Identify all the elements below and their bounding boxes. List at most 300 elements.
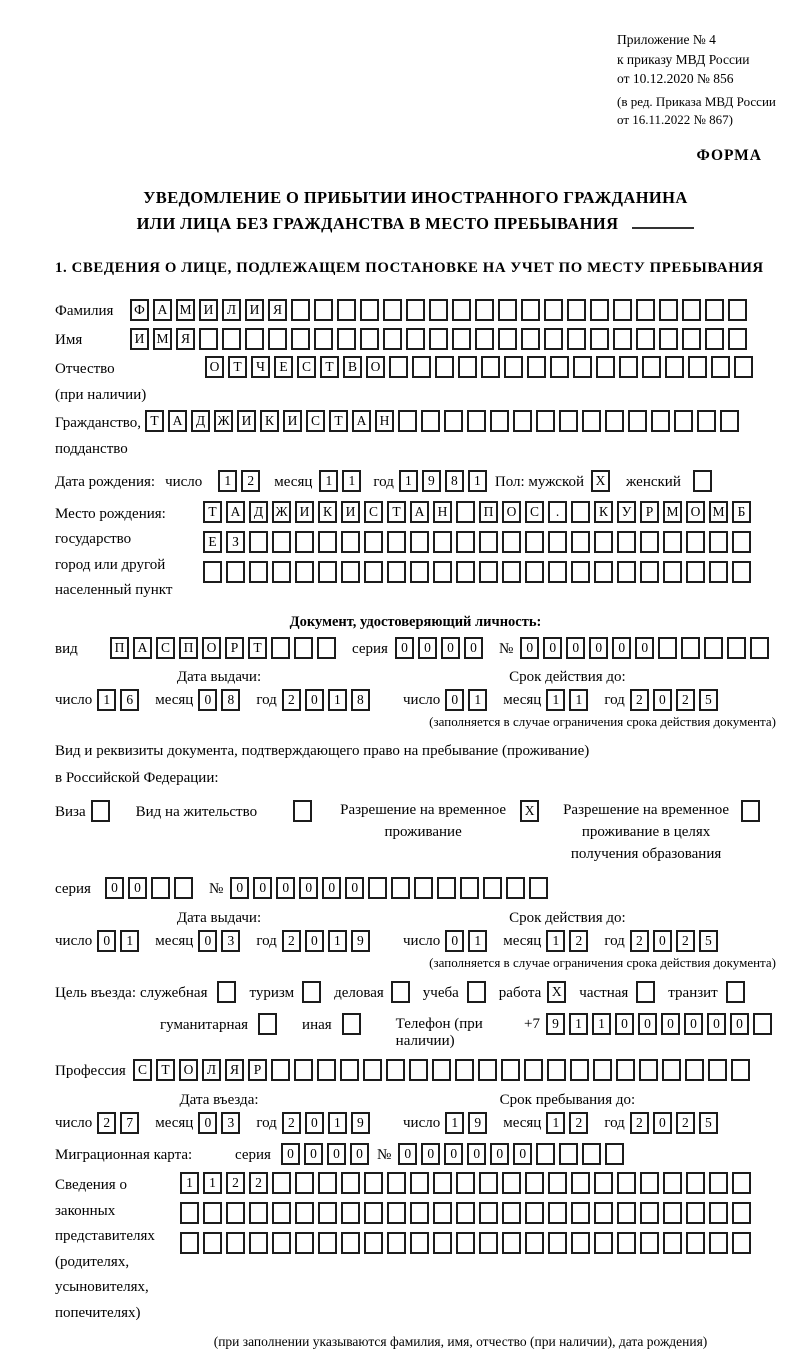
char-box[interactable] bbox=[291, 328, 310, 350]
char-box[interactable] bbox=[506, 877, 525, 899]
char-box[interactable] bbox=[174, 877, 193, 899]
char-box[interactable] bbox=[249, 531, 268, 553]
char-box[interactable]: 0 bbox=[230, 877, 249, 899]
char-box[interactable] bbox=[318, 561, 337, 583]
representatives-row2-input[interactable] bbox=[180, 1202, 755, 1224]
char-box[interactable] bbox=[659, 299, 678, 321]
char-box[interactable] bbox=[498, 299, 517, 321]
char-box[interactable] bbox=[750, 637, 769, 659]
char-box[interactable]: 2 bbox=[241, 470, 260, 492]
char-box[interactable] bbox=[582, 1143, 601, 1165]
char-box[interactable] bbox=[682, 299, 701, 321]
char-box[interactable] bbox=[527, 356, 546, 378]
char-box[interactable]: Ж bbox=[272, 501, 291, 523]
char-box[interactable] bbox=[570, 1059, 589, 1081]
char-box[interactable] bbox=[571, 1202, 590, 1224]
char-box[interactable] bbox=[732, 531, 751, 553]
char-box[interactable] bbox=[429, 328, 448, 350]
char-box[interactable] bbox=[525, 1172, 544, 1194]
business-checkbox[interactable] bbox=[391, 981, 414, 1003]
char-box[interactable] bbox=[91, 800, 110, 822]
char-box[interactable] bbox=[732, 1232, 751, 1254]
residence-number-input[interactable] bbox=[230, 877, 552, 899]
char-box[interactable] bbox=[410, 561, 429, 583]
char-box[interactable] bbox=[433, 531, 452, 553]
temp-residence-checkbox[interactable] bbox=[520, 800, 543, 822]
char-box[interactable] bbox=[409, 1059, 428, 1081]
char-box[interactable] bbox=[536, 410, 555, 432]
char-box[interactable]: 2 bbox=[630, 1112, 649, 1134]
char-box[interactable]: 0 bbox=[467, 1143, 486, 1165]
char-box[interactable] bbox=[544, 328, 563, 350]
char-box[interactable] bbox=[567, 299, 586, 321]
char-box[interactable] bbox=[594, 1172, 613, 1194]
char-box[interactable] bbox=[429, 299, 448, 321]
char-box[interactable] bbox=[594, 531, 613, 553]
char-box[interactable] bbox=[421, 410, 440, 432]
char-box[interactable] bbox=[364, 561, 383, 583]
char-box[interactable] bbox=[444, 410, 463, 432]
char-box[interactable] bbox=[708, 1059, 727, 1081]
char-box[interactable] bbox=[547, 1059, 566, 1081]
char-box[interactable]: 0 bbox=[299, 877, 318, 899]
char-box[interactable]: 0 bbox=[198, 1112, 217, 1134]
char-box[interactable]: К bbox=[318, 501, 337, 523]
char-box[interactable]: 9 bbox=[468, 1112, 487, 1134]
char-box[interactable] bbox=[245, 328, 264, 350]
char-box[interactable]: З bbox=[226, 531, 245, 553]
char-box[interactable]: 0 bbox=[612, 637, 631, 659]
char-box[interactable] bbox=[337, 299, 356, 321]
char-box[interactable] bbox=[686, 1232, 705, 1254]
char-box[interactable]: Т bbox=[228, 356, 247, 378]
char-box[interactable] bbox=[594, 1202, 613, 1224]
char-box[interactable] bbox=[456, 501, 475, 523]
char-box[interactable] bbox=[226, 561, 245, 583]
char-box[interactable]: Д bbox=[249, 501, 268, 523]
char-box[interactable] bbox=[268, 328, 287, 350]
char-box[interactable]: 9 bbox=[351, 1112, 370, 1134]
char-box[interactable]: П bbox=[179, 637, 198, 659]
char-box[interactable]: 2 bbox=[249, 1172, 268, 1194]
char-box[interactable] bbox=[180, 1232, 199, 1254]
char-box[interactable]: А bbox=[133, 637, 152, 659]
char-box[interactable] bbox=[406, 299, 425, 321]
char-box[interactable] bbox=[732, 1202, 751, 1224]
char-box[interactable]: Е bbox=[203, 531, 222, 553]
char-box[interactable]: Р bbox=[248, 1059, 267, 1081]
entry-year[interactable] bbox=[282, 1112, 374, 1134]
entry-day[interactable] bbox=[97, 1112, 143, 1134]
char-box[interactable]: 1 bbox=[203, 1172, 222, 1194]
char-box[interactable]: Н bbox=[433, 501, 452, 523]
char-box[interactable] bbox=[272, 561, 291, 583]
representatives-row1-input[interactable] bbox=[180, 1172, 755, 1194]
char-box[interactable] bbox=[501, 1059, 520, 1081]
char-box[interactable]: 1 bbox=[319, 470, 338, 492]
char-box[interactable]: X bbox=[520, 800, 539, 822]
char-box[interactable]: Я bbox=[176, 328, 195, 350]
sex-male-checkbox[interactable] bbox=[591, 470, 614, 492]
char-box[interactable] bbox=[479, 1232, 498, 1254]
char-box[interactable]: М bbox=[663, 501, 682, 523]
surname-input[interactable] bbox=[130, 299, 751, 321]
char-box[interactable]: И bbox=[130, 328, 149, 350]
tourism-checkbox[interactable] bbox=[302, 981, 325, 1003]
char-box[interactable] bbox=[573, 356, 592, 378]
work-checkbox[interactable] bbox=[547, 981, 570, 1003]
char-box[interactable]: М bbox=[709, 501, 728, 523]
char-box[interactable] bbox=[341, 531, 360, 553]
given-name-input[interactable] bbox=[130, 328, 751, 350]
char-box[interactable] bbox=[318, 1172, 337, 1194]
char-box[interactable]: О bbox=[366, 356, 385, 378]
char-box[interactable] bbox=[341, 1172, 360, 1194]
char-box[interactable]: 8 bbox=[221, 689, 240, 711]
char-box[interactable]: 1 bbox=[328, 1112, 347, 1134]
char-box[interactable]: X bbox=[547, 981, 566, 1003]
char-box[interactable] bbox=[433, 1202, 452, 1224]
char-box[interactable]: 0 bbox=[543, 637, 562, 659]
residence-valid-year[interactable] bbox=[630, 930, 722, 952]
char-box[interactable] bbox=[640, 561, 659, 583]
char-box[interactable]: 5 bbox=[699, 1112, 718, 1134]
char-box[interactable] bbox=[291, 299, 310, 321]
doc-kind-input[interactable] bbox=[110, 637, 340, 659]
migration-series-input[interactable] bbox=[281, 1143, 373, 1165]
char-box[interactable]: 2 bbox=[630, 930, 649, 952]
char-box[interactable] bbox=[688, 356, 707, 378]
char-box[interactable]: . bbox=[548, 501, 567, 523]
char-box[interactable] bbox=[619, 356, 638, 378]
char-box[interactable]: 0 bbox=[566, 637, 585, 659]
char-box[interactable] bbox=[685, 1059, 704, 1081]
char-box[interactable] bbox=[693, 470, 712, 492]
citizenship-input[interactable] bbox=[145, 410, 743, 432]
char-box[interactable] bbox=[567, 328, 586, 350]
study-checkbox[interactable] bbox=[467, 981, 490, 1003]
char-box[interactable]: X bbox=[591, 470, 610, 492]
char-box[interactable] bbox=[340, 1059, 359, 1081]
char-box[interactable] bbox=[613, 299, 632, 321]
char-box[interactable] bbox=[317, 1059, 336, 1081]
char-box[interactable]: И bbox=[237, 410, 256, 432]
stay-day[interactable] bbox=[445, 1112, 491, 1134]
char-box[interactable] bbox=[294, 1059, 313, 1081]
char-box[interactable] bbox=[249, 1202, 268, 1224]
char-box[interactable] bbox=[490, 410, 509, 432]
char-box[interactable] bbox=[314, 299, 333, 321]
birth-year-input[interactable] bbox=[399, 470, 491, 492]
char-box[interactable]: 6 bbox=[120, 689, 139, 711]
char-box[interactable]: 3 bbox=[221, 930, 240, 952]
char-box[interactable] bbox=[640, 531, 659, 553]
char-box[interactable] bbox=[479, 561, 498, 583]
char-box[interactable] bbox=[731, 1059, 750, 1081]
char-box[interactable] bbox=[294, 637, 313, 659]
char-box[interactable] bbox=[544, 299, 563, 321]
char-box[interactable]: Т bbox=[320, 356, 339, 378]
char-box[interactable] bbox=[318, 1232, 337, 1254]
char-box[interactable]: 1 bbox=[546, 1112, 565, 1134]
char-box[interactable] bbox=[658, 637, 677, 659]
char-box[interactable]: И bbox=[341, 501, 360, 523]
char-box[interactable]: 0 bbox=[253, 877, 272, 899]
char-box[interactable] bbox=[571, 1172, 590, 1194]
char-box[interactable]: С bbox=[133, 1059, 152, 1081]
char-box[interactable] bbox=[502, 1172, 521, 1194]
char-box[interactable]: И bbox=[199, 299, 218, 321]
char-box[interactable]: 0 bbox=[520, 637, 539, 659]
char-box[interactable] bbox=[617, 531, 636, 553]
char-box[interactable] bbox=[387, 1232, 406, 1254]
char-box[interactable] bbox=[433, 1172, 452, 1194]
char-box[interactable] bbox=[217, 981, 236, 1003]
char-box[interactable] bbox=[728, 328, 747, 350]
birth-place-row1-input[interactable] bbox=[203, 501, 755, 523]
char-box[interactable]: Р bbox=[640, 501, 659, 523]
char-box[interactable]: 2 bbox=[226, 1172, 245, 1194]
char-box[interactable]: О bbox=[502, 501, 521, 523]
residence-permit-checkbox[interactable] bbox=[293, 800, 316, 822]
char-box[interactable] bbox=[636, 981, 655, 1003]
char-box[interactable] bbox=[705, 328, 724, 350]
char-box[interactable]: 0 bbox=[653, 930, 672, 952]
char-box[interactable] bbox=[387, 1172, 406, 1194]
char-box[interactable] bbox=[663, 1232, 682, 1254]
char-box[interactable]: 9 bbox=[351, 930, 370, 952]
char-box[interactable]: 0 bbox=[276, 877, 295, 899]
char-box[interactable]: 2 bbox=[97, 1112, 116, 1134]
profession-input[interactable] bbox=[133, 1059, 754, 1081]
char-box[interactable]: 0 bbox=[444, 1143, 463, 1165]
char-box[interactable] bbox=[548, 1172, 567, 1194]
char-box[interactable]: 1 bbox=[592, 1013, 611, 1035]
char-box[interactable]: А bbox=[352, 410, 371, 432]
char-box[interactable] bbox=[594, 561, 613, 583]
char-box[interactable] bbox=[640, 1202, 659, 1224]
char-box[interactable] bbox=[341, 1232, 360, 1254]
char-box[interactable] bbox=[433, 1232, 452, 1254]
char-box[interactable] bbox=[663, 561, 682, 583]
char-box[interactable] bbox=[686, 1202, 705, 1224]
char-box[interactable] bbox=[651, 410, 670, 432]
char-box[interactable]: 0 bbox=[198, 689, 217, 711]
char-box[interactable] bbox=[681, 637, 700, 659]
char-box[interactable]: 0 bbox=[350, 1143, 369, 1165]
char-box[interactable] bbox=[502, 1202, 521, 1224]
char-box[interactable] bbox=[295, 1232, 314, 1254]
char-box[interactable]: 0 bbox=[105, 877, 124, 899]
char-box[interactable] bbox=[452, 299, 471, 321]
char-box[interactable]: 0 bbox=[305, 689, 324, 711]
birth-place-row2-input[interactable] bbox=[203, 531, 755, 553]
char-box[interactable]: С bbox=[306, 410, 325, 432]
char-box[interactable] bbox=[293, 800, 312, 822]
char-box[interactable]: С bbox=[364, 501, 383, 523]
char-box[interactable] bbox=[272, 1232, 291, 1254]
char-box[interactable] bbox=[383, 328, 402, 350]
char-box[interactable] bbox=[391, 877, 410, 899]
char-box[interactable] bbox=[548, 531, 567, 553]
char-box[interactable] bbox=[617, 561, 636, 583]
transit-checkbox[interactable] bbox=[726, 981, 749, 1003]
char-box[interactable]: И bbox=[245, 299, 264, 321]
char-box[interactable] bbox=[226, 1202, 245, 1224]
char-box[interactable] bbox=[437, 877, 456, 899]
char-box[interactable]: 0 bbox=[615, 1013, 634, 1035]
char-box[interactable]: К bbox=[594, 501, 613, 523]
char-box[interactable]: 1 bbox=[468, 689, 487, 711]
char-box[interactable]: 1 bbox=[546, 689, 565, 711]
char-box[interactable] bbox=[387, 531, 406, 553]
char-box[interactable]: И bbox=[295, 501, 314, 523]
char-box[interactable] bbox=[314, 328, 333, 350]
char-box[interactable] bbox=[151, 877, 170, 899]
char-box[interactable]: Т bbox=[248, 637, 267, 659]
char-box[interactable] bbox=[709, 1202, 728, 1224]
char-box[interactable] bbox=[272, 1202, 291, 1224]
char-box[interactable] bbox=[502, 561, 521, 583]
char-box[interactable] bbox=[502, 1232, 521, 1254]
char-box[interactable]: О bbox=[686, 501, 705, 523]
identity-issue-month[interactable] bbox=[198, 689, 244, 711]
char-box[interactable] bbox=[318, 531, 337, 553]
char-box[interactable]: 0 bbox=[304, 1143, 323, 1165]
char-box[interactable] bbox=[617, 1172, 636, 1194]
char-box[interactable] bbox=[616, 1059, 635, 1081]
char-box[interactable]: 0 bbox=[327, 1143, 346, 1165]
char-box[interactable]: 0 bbox=[445, 930, 464, 952]
birth-day-input[interactable] bbox=[218, 470, 264, 492]
char-box[interactable]: 5 bbox=[699, 930, 718, 952]
char-box[interactable]: 0 bbox=[730, 1013, 749, 1035]
char-box[interactable] bbox=[727, 637, 746, 659]
char-box[interactable]: 1 bbox=[546, 930, 565, 952]
temp-residence-education-checkbox[interactable] bbox=[741, 800, 764, 822]
char-box[interactable]: О bbox=[202, 637, 221, 659]
private-checkbox[interactable] bbox=[636, 981, 659, 1003]
residence-issue-year[interactable] bbox=[282, 930, 374, 952]
visa-checkbox[interactable] bbox=[91, 800, 114, 822]
char-box[interactable] bbox=[640, 1232, 659, 1254]
char-box[interactable] bbox=[475, 328, 494, 350]
char-box[interactable]: С bbox=[156, 637, 175, 659]
char-box[interactable]: 3 bbox=[221, 1112, 240, 1134]
char-box[interactable]: 0 bbox=[445, 689, 464, 711]
char-box[interactable] bbox=[295, 1202, 314, 1224]
char-box[interactable] bbox=[571, 1232, 590, 1254]
char-box[interactable]: 8 bbox=[351, 689, 370, 711]
char-box[interactable]: Ж bbox=[214, 410, 233, 432]
char-box[interactable] bbox=[741, 800, 760, 822]
char-box[interactable] bbox=[662, 1059, 681, 1081]
char-box[interactable] bbox=[341, 561, 360, 583]
char-box[interactable]: Т bbox=[329, 410, 348, 432]
char-box[interactable]: 1 bbox=[468, 930, 487, 952]
residence-issue-day[interactable] bbox=[97, 930, 143, 952]
char-box[interactable] bbox=[686, 531, 705, 553]
char-box[interactable]: 0 bbox=[589, 637, 608, 659]
char-box[interactable] bbox=[410, 1202, 429, 1224]
char-box[interactable] bbox=[272, 1172, 291, 1194]
char-box[interactable] bbox=[467, 981, 486, 1003]
char-box[interactable] bbox=[342, 1013, 361, 1035]
char-box[interactable] bbox=[479, 531, 498, 553]
char-box[interactable]: 1 bbox=[468, 470, 487, 492]
char-box[interactable]: 8 bbox=[445, 470, 464, 492]
char-box[interactable]: Д bbox=[191, 410, 210, 432]
char-box[interactable]: С bbox=[297, 356, 316, 378]
char-box[interactable] bbox=[663, 1202, 682, 1224]
char-box[interactable] bbox=[295, 531, 314, 553]
char-box[interactable] bbox=[734, 356, 753, 378]
char-box[interactable] bbox=[387, 1202, 406, 1224]
char-box[interactable]: 0 bbox=[464, 637, 483, 659]
char-box[interactable] bbox=[360, 299, 379, 321]
char-box[interactable] bbox=[203, 561, 222, 583]
char-box[interactable] bbox=[481, 356, 500, 378]
char-box[interactable] bbox=[659, 328, 678, 350]
char-box[interactable]: 2 bbox=[569, 930, 588, 952]
char-box[interactable] bbox=[617, 1202, 636, 1224]
char-box[interactable] bbox=[467, 410, 486, 432]
char-box[interactable]: 1 bbox=[569, 1013, 588, 1035]
char-box[interactable] bbox=[249, 1232, 268, 1254]
other-checkbox[interactable] bbox=[342, 1013, 365, 1035]
char-box[interactable]: 2 bbox=[630, 689, 649, 711]
char-box[interactable]: 5 bbox=[699, 689, 718, 711]
char-box[interactable] bbox=[711, 356, 730, 378]
char-box[interactable]: 9 bbox=[422, 470, 441, 492]
identity-valid-year[interactable] bbox=[630, 689, 722, 711]
char-box[interactable] bbox=[456, 561, 475, 583]
char-box[interactable]: 0 bbox=[635, 637, 654, 659]
char-box[interactable] bbox=[642, 356, 661, 378]
char-box[interactable]: М bbox=[153, 328, 172, 350]
char-box[interactable] bbox=[571, 531, 590, 553]
char-box[interactable] bbox=[571, 501, 590, 523]
char-box[interactable] bbox=[709, 561, 728, 583]
sex-female-checkbox[interactable] bbox=[693, 470, 716, 492]
char-box[interactable]: 9 bbox=[546, 1013, 565, 1035]
residence-series-input[interactable] bbox=[105, 877, 197, 899]
char-box[interactable] bbox=[709, 1172, 728, 1194]
char-box[interactable] bbox=[682, 328, 701, 350]
char-box[interactable] bbox=[720, 410, 739, 432]
char-box[interactable] bbox=[559, 410, 578, 432]
char-box[interactable]: М bbox=[176, 299, 195, 321]
char-box[interactable]: О bbox=[205, 356, 224, 378]
char-box[interactable]: А bbox=[153, 299, 172, 321]
char-box[interactable]: 0 bbox=[707, 1013, 726, 1035]
char-box[interactable] bbox=[525, 1232, 544, 1254]
char-box[interactable] bbox=[391, 981, 410, 1003]
char-box[interactable] bbox=[590, 299, 609, 321]
char-box[interactable]: 1 bbox=[97, 689, 116, 711]
char-box[interactable]: 2 bbox=[676, 689, 695, 711]
char-box[interactable] bbox=[732, 1172, 751, 1194]
char-box[interactable]: П bbox=[110, 637, 129, 659]
char-box[interactable] bbox=[605, 1143, 624, 1165]
char-box[interactable] bbox=[337, 328, 356, 350]
char-box[interactable] bbox=[295, 1172, 314, 1194]
char-box[interactable] bbox=[456, 1202, 475, 1224]
char-box[interactable] bbox=[550, 356, 569, 378]
char-box[interactable] bbox=[383, 299, 402, 321]
humanitarian-checkbox[interactable] bbox=[258, 1013, 281, 1035]
char-box[interactable] bbox=[364, 1202, 383, 1224]
